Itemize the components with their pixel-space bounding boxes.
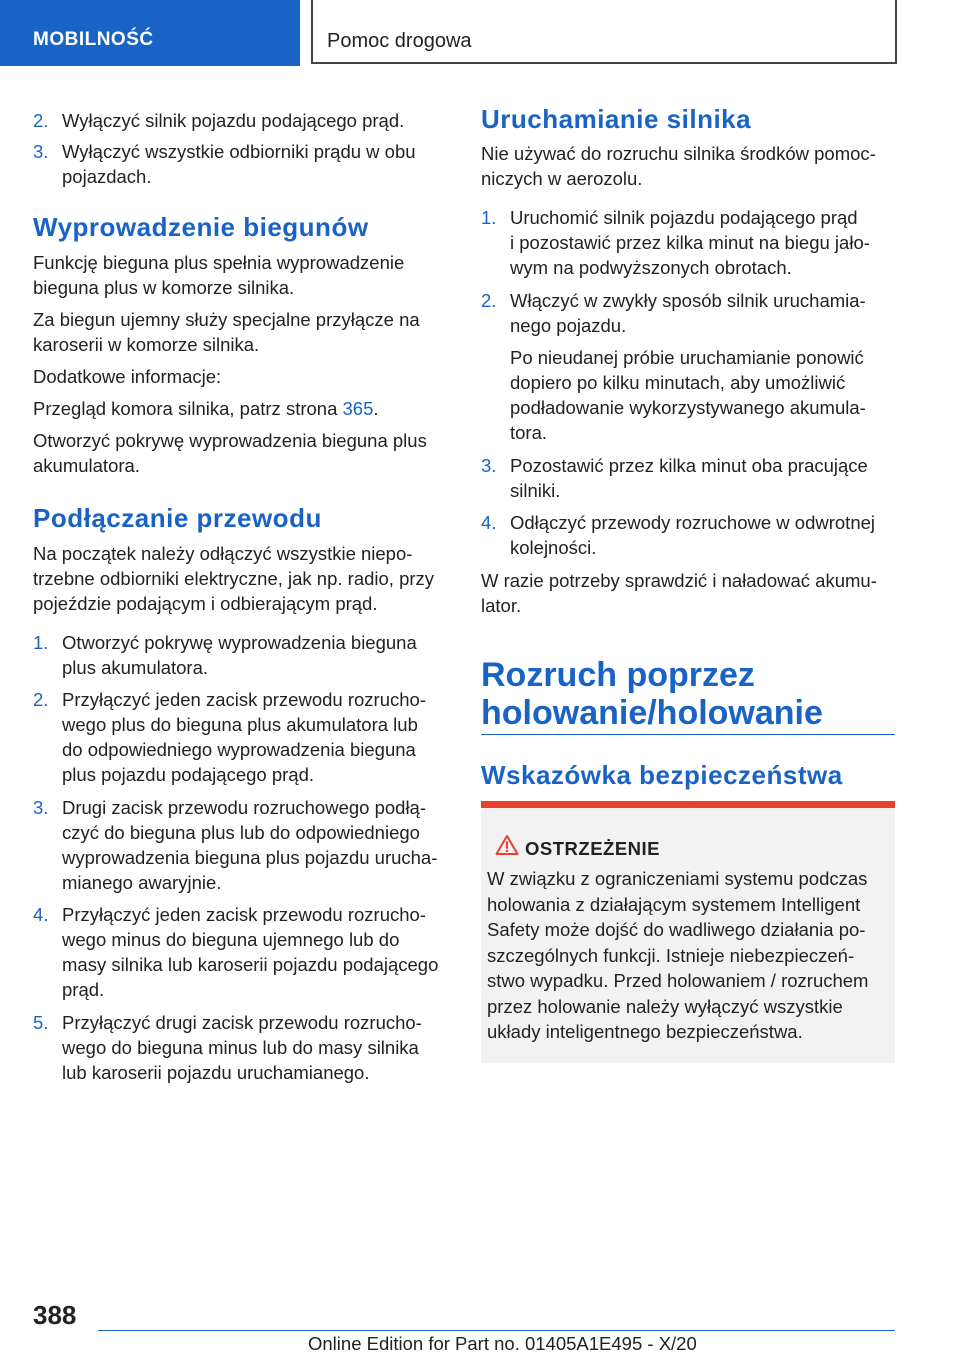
- paragraph: Po nieudanej próbie uruchamianie ponowić dopiero po kilku minutach, aby umożliwić podładowanie wykorzystywanego akumula- tora.: [510, 347, 866, 443]
- list-number: 5.: [33, 1012, 49, 1033]
- paragraph: Na początek należy odłączyć wszystkie niepo- trzebne odbiorniki elektryczne, jak np. radio, przy pojeździe podającym i odbierającym prąd.: [33, 543, 435, 614]
- heading-connect: Podłączanie przewodu: [33, 503, 322, 533]
- list-number: 3.: [481, 455, 497, 476]
- chapter-tab: [311, 0, 897, 64]
- heading-outlet: Wyprowadzenie biegunów: [33, 212, 369, 242]
- list-number: 2.: [33, 110, 49, 131]
- footer-edition: Online Edition for Part no. 01405A1E495 - X/20: [308, 1333, 697, 1354]
- list-number: 3.: [33, 797, 49, 818]
- warning-title: OSTRZEŻENIE: [525, 838, 661, 859]
- paragraph: Funkcję bieguna plus spełnia wyprowadzenie bieguna plus w komorze silnika.: [33, 252, 405, 298]
- chapter-title: Pomoc drogowa: [327, 30, 472, 52]
- list-number: 1.: [481, 207, 497, 228]
- divider: [481, 734, 895, 735]
- paragraph: Otworzyć pokrywę wyprowadzenia bieguna plus akumulatora.: [33, 430, 427, 476]
- list-number: 4.: [481, 512, 497, 533]
- paragraph: Przegląd komora silnika, patrz strona 365.: [33, 398, 379, 419]
- heading-safety: Wskazówka bezpieczeństwa: [481, 760, 843, 790]
- page-number: 388: [33, 1300, 77, 1330]
- footer-divider: [98, 1330, 895, 1331]
- list-number: 3.: [33, 141, 49, 162]
- list-text: pojazdach.: [62, 166, 152, 187]
- warning-box: [481, 801, 895, 1063]
- section-tab: [0, 0, 300, 66]
- list-text: Wyłączyć silnik pojazdu podającego prąd.: [62, 110, 405, 131]
- heading-start: Uruchamianie silnika: [481, 104, 752, 134]
- warning-triangle-icon: [495, 834, 519, 856]
- list-number: 2.: [481, 290, 497, 311]
- warning-text: W związku z ograniczeniami systemu podczas holowania z działającym systemem Intelligent Safety może dojść do wadliwego działania po- szczególnych funkcji. Istnieje niebezpieczeń- stwo wypadku. Przed holowaniem / rozruchem przez holowanie należy wyłączyć wszystkie układy inteligentnego bezpieczeństwa.: [487, 868, 869, 1042]
- paragraph: Dodatkowe informacje:: [33, 366, 222, 387]
- heading-towing: Rozruch poprzez holowanie/holowanie: [481, 656, 823, 732]
- list-number: 1.: [33, 632, 49, 653]
- section-title: MOBILNOŚĆ: [33, 29, 154, 50]
- page-link[interactable]: 365: [342, 398, 374, 419]
- paragraph: Nie używać do rozruchu silnika środków pomoc- niczych w aerozolu.: [481, 143, 876, 189]
- list-number: 4.: [33, 904, 49, 925]
- paragraph: W razie potrzeby sprawdzić i naładować akumu- lator.: [481, 570, 877, 616]
- paragraph: Za biegun ujemny służy specjalne przyłącze na karoserii w komorze silnika.: [33, 309, 420, 355]
- list-text: Wyłączyć wszystkie odbiorniki prądu w obu: [62, 141, 416, 162]
- list-number: 2.: [33, 689, 49, 710]
